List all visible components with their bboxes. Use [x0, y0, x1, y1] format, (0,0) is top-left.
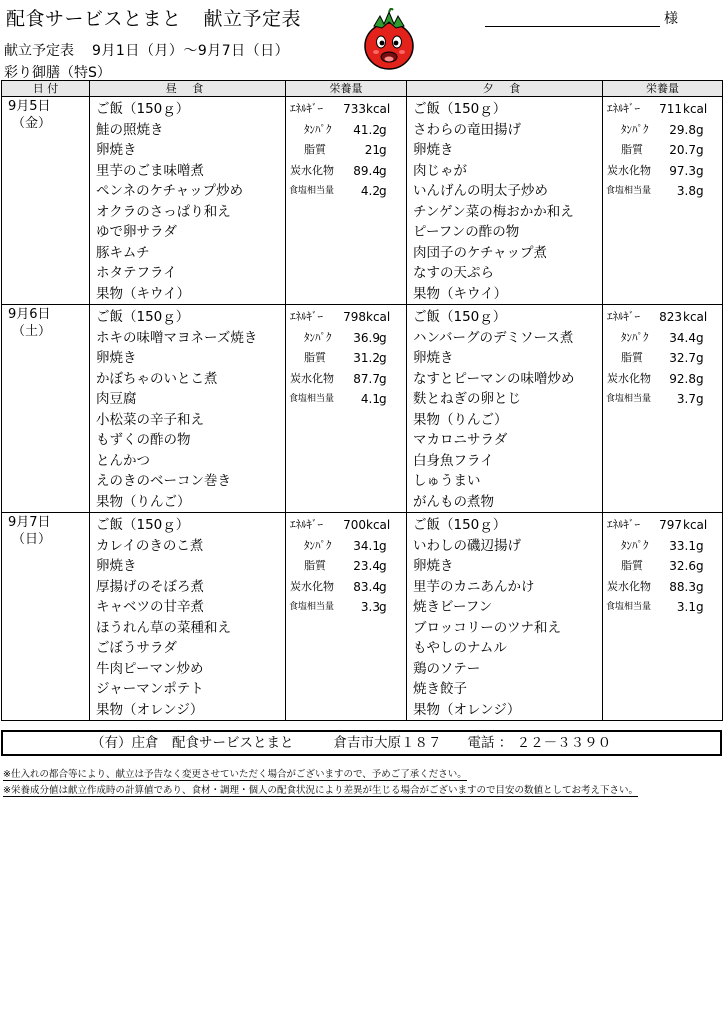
nutrient-value-salt: 3.7 [676, 392, 696, 406]
dish-item: オクラのさっぱり和え [96, 203, 231, 220]
nutrient-unit: kcal [366, 518, 391, 532]
nutrient-row-energy [286, 515, 406, 536]
nutrient-row-carbs [603, 161, 722, 182]
period-label: 献立予定表 [4, 43, 74, 59]
nutrient-label-carbs: 炭水化物 [290, 579, 334, 593]
day-row [2, 513, 723, 721]
nutrient-value-salt: 3.8 [676, 184, 696, 198]
nutrient-row-fat [286, 140, 406, 161]
dish-item: 卵焼き [413, 350, 454, 366]
dinner-dish-list [407, 97, 602, 304]
dinner-nutrition-cell [603, 305, 723, 513]
lunch-nutrition-cell [286, 305, 407, 513]
period-range: 9月1日（月）～9月7日（日） [92, 43, 290, 59]
nutrient-unit: g [696, 392, 704, 406]
dinner-dish-list [407, 305, 602, 512]
dish-item: 果物（キウイ） [96, 285, 191, 302]
dish-item: 卵焼き [413, 142, 454, 158]
nutrient-row-carbs [286, 577, 406, 598]
nutrient-label-fat: 脂質 [621, 143, 643, 156]
day-cell [2, 513, 90, 721]
company-name: （有）庄倉 配食サービスとまと [91, 735, 294, 751]
nutrient-label-energy: ｴﾈﾙｷﾞｰ [290, 518, 323, 531]
nutrient-unit: g [379, 538, 387, 553]
day-cell [2, 97, 90, 305]
nutrient-row-salt [286, 597, 406, 618]
day-row [2, 305, 723, 513]
nutrient-label-carbs: 炭水化物 [290, 163, 334, 177]
dish-item: 卵焼き [96, 350, 137, 366]
dish-item: 鶏のソテー [413, 660, 481, 677]
nutrient-row-fat [603, 348, 722, 369]
table-header-row [2, 81, 723, 97]
lunch-menu-cell [90, 97, 286, 305]
dish-item: ご飯（150ｇ） [413, 517, 507, 533]
dish-item: 果物（りんご） [413, 411, 508, 428]
nutrient-row-carbs [603, 369, 722, 390]
nutrient-label-energy: ｴﾈﾙｷﾞｰ [607, 102, 640, 115]
dish-item: 卵焼き [96, 142, 137, 158]
nutrient-value-energy: 798 [343, 310, 366, 324]
nutrient-label-fat: 脂質 [621, 351, 643, 364]
nutrient-value-carbs: 89.4 [353, 163, 380, 178]
dish-item: 豚キムチ [96, 244, 150, 261]
nutrient-row-fat [603, 140, 722, 161]
nutrient-label-carbs: 炭水化物 [607, 579, 651, 593]
nutrient-label-protein: ﾀﾝﾊﾟｸ [304, 330, 332, 344]
nutrient-unit: g [379, 143, 387, 157]
day-date: 9月7日 [8, 515, 51, 530]
nutrient-label-protein: ﾀﾝﾊﾟｸ [621, 538, 649, 552]
nutrient-row-carbs [286, 369, 406, 390]
tomato-mascot-logo [360, 8, 418, 76]
nutrient-label-salt: 食塩相当量 [289, 186, 335, 196]
dish-item: とんかつ [96, 452, 150, 469]
lunch-nutrition-cell [286, 513, 407, 721]
dish-item: ホキの味噌マヨネーズ焼き [96, 329, 258, 346]
nutrient-value-protein: 34.1 [353, 538, 380, 553]
nutrient-unit: g [696, 330, 704, 345]
nutrient-label-protein: ﾀﾝﾊﾟｸ [621, 122, 649, 136]
nutrient-unit: g [379, 600, 387, 614]
nutrient-value-protein: 41.2 [353, 122, 380, 137]
nutrient-row-salt [603, 181, 722, 202]
nutrient-value-fat: 23.4 [353, 559, 380, 573]
nutrient-unit: kcal [683, 518, 708, 532]
day-of-week: （金） [12, 116, 52, 131]
nutrient-value-salt: 4.1 [360, 392, 380, 406]
nutrient-label-carbs: 炭水化物 [290, 371, 334, 385]
nutrient-unit: g [379, 559, 387, 573]
dish-item: 卵焼き [413, 558, 454, 574]
nutrient-row-fat [286, 348, 406, 369]
column-header-nutrition-dinner: 栄養量 [603, 81, 723, 97]
dinner-dish-list [407, 513, 602, 720]
nutrient-unit: g [379, 579, 387, 594]
nutrient-label-salt: 食塩相当量 [289, 602, 335, 612]
phone-number: 電話 ： ２２－３３９０ [467, 735, 612, 751]
day-of-week: （日） [12, 532, 52, 547]
lunch-menu-cell [90, 305, 286, 513]
dish-item: いわしの磯辺揚げ [413, 537, 521, 554]
nutrient-value-carbs: 97.3 [669, 163, 696, 178]
nutrient-label-protein: ﾀﾝﾊﾟｸ [621, 330, 649, 344]
dish-item: もやしのナムル [413, 640, 507, 656]
nutrient-label-energy: ｴﾈﾙｷﾞｰ [290, 310, 323, 323]
title-service: 配食サービスとまと [6, 8, 182, 30]
nutrient-unit: g [696, 163, 704, 178]
dish-item: ゆで卵サラダ [96, 224, 177, 240]
nutrient-label-energy: ｴﾈﾙｷﾞｰ [607, 518, 640, 531]
nutrient-label-salt: 食塩相当量 [606, 602, 652, 612]
nutrient-unit: g [696, 538, 704, 553]
title-menu: 献立予定表 [203, 8, 302, 30]
nutrient-unit: g [379, 184, 387, 198]
nutrient-label-fat: 脂質 [304, 559, 326, 572]
honorific-label: 様 [664, 11, 678, 27]
nutrient-value-protein: 29.8 [669, 122, 696, 137]
dish-item: かぼちゃのいとこ煮 [96, 370, 218, 387]
column-header-date: 日 付 [2, 81, 90, 97]
dish-item: 果物（キウイ） [413, 285, 508, 302]
dish-item: ほうれん草の菜種和え [96, 619, 231, 636]
nutrient-row-energy [603, 99, 722, 120]
dish-item: ご飯（150ｇ） [413, 309, 507, 325]
dish-item: しゅうまい [413, 473, 481, 489]
nutrient-unit: kcal [683, 102, 708, 116]
nutrient-label-energy: ｴﾈﾙｷﾞｰ [607, 310, 640, 323]
dinner-menu-cell [407, 305, 603, 513]
nutrient-row-energy [286, 307, 406, 328]
nutrient-row-carbs [286, 161, 406, 182]
nutrient-row-protein [603, 328, 722, 349]
nutrient-row-fat [603, 556, 722, 577]
nutrient-unit: g [696, 184, 704, 198]
note-nutrition: ※栄養成分値は献立作成時の計算値であり、食材・調理・個人の配食状況により差異が生じる場合がございますので目安の数値としてお考え下さい。 [3, 782, 638, 797]
nutrient-row-protein [286, 328, 406, 349]
dish-item: 牛肉ピーマン炒め [96, 660, 204, 677]
footer-contact [1, 730, 722, 756]
nutrient-label-fat: 脂質 [304, 143, 326, 156]
nutrient-value-salt: 4.2 [360, 184, 380, 198]
dish-item: 白身魚フライ [413, 452, 494, 469]
nutrient-value-carbs: 92.8 [669, 371, 696, 386]
nutrient-label-protein: ﾀﾝﾊﾟｸ [304, 538, 332, 552]
lunch-dish-list [90, 97, 285, 304]
nutrient-value-fat: 32.7 [669, 351, 696, 365]
day-date: 9月5日 [8, 99, 51, 114]
nutrient-row-salt [603, 389, 722, 410]
dish-item: 肉団子のケチャップ煮 [413, 244, 548, 261]
dish-item: 里芋のカニあんかけ [413, 578, 535, 595]
nutrient-value-energy: 700 [343, 518, 366, 532]
nutrient-value-fat: 31.2 [353, 351, 380, 365]
dinner-menu-cell [407, 97, 603, 305]
nutrient-unit: g [379, 122, 387, 137]
column-header-dinner: 夕 食 [407, 81, 603, 97]
nutrient-unit: g [379, 392, 387, 406]
nutrient-row-protein [286, 536, 406, 557]
dish-item: マカロニサラダ [413, 432, 508, 448]
nutrient-label-protein: ﾀﾝﾊﾟｸ [304, 122, 332, 136]
nutrient-unit: g [696, 351, 704, 365]
nutrient-row-protein [286, 120, 406, 141]
nutrient-unit: g [696, 143, 704, 157]
dish-item: 肉じゃが [413, 162, 467, 179]
nutrient-unit: g [696, 579, 704, 594]
nutrient-unit: g [696, 559, 704, 573]
dish-item: ご飯（150ｇ） [96, 101, 190, 117]
nutrient-value-salt: 3.1 [676, 600, 696, 614]
nutrient-value-energy: 797 [659, 518, 682, 532]
nutrient-unit: g [696, 600, 704, 614]
nutrient-value-protein: 33.1 [669, 538, 696, 553]
note-menu-change: ※仕入れの都合等により、献立は予告なく変更させていただく場合がございますので、予めご了承ください。 [3, 766, 467, 781]
column-header-lunch: 昼 食 [90, 81, 286, 97]
nutrient-unit: g [696, 371, 704, 386]
dish-item: 鮭の照焼き [96, 121, 164, 138]
nutrient-label-carbs: 炭水化物 [607, 163, 651, 177]
dinner-menu-cell [407, 513, 603, 721]
nutrient-value-protein: 36.9 [353, 330, 380, 345]
menu-table [1, 80, 723, 721]
nutrient-label-salt: 食塩相当量 [606, 394, 652, 404]
dish-item: 焼きビーフン [413, 599, 493, 615]
nutrient-value-carbs: 87.7 [353, 371, 380, 386]
dinner-nutrition-cell [603, 513, 723, 721]
dish-item: 果物（りんご） [96, 493, 191, 510]
dish-item: がんもの煮物 [413, 493, 494, 510]
nutrient-unit: g [379, 163, 387, 178]
dish-item: ごぼうサラダ [96, 640, 177, 656]
dish-item: もずくの酢の物 [96, 432, 191, 448]
dish-item: ご飯（150ｇ） [413, 101, 507, 117]
nutrient-row-protein [603, 120, 722, 141]
nutrient-unit: kcal [366, 102, 391, 116]
nutrient-label-salt: 食塩相当量 [606, 186, 652, 196]
nutrient-row-salt [286, 181, 406, 202]
nutrient-label-carbs: 炭水化物 [607, 371, 651, 385]
dish-item: カレイのきのこ煮 [96, 537, 204, 554]
dish-item: 肉豆腐 [96, 391, 137, 407]
nutrient-unit: kcal [683, 310, 708, 324]
dish-item: ホタテフライ [96, 265, 177, 281]
nutrient-value-salt: 3.3 [360, 600, 380, 614]
dish-item: 小松菜の辛子和え [96, 411, 204, 428]
dish-item: ブロッコリーのツナ和え [413, 619, 561, 636]
dinner-nutrition-cell [603, 97, 723, 305]
dish-item: チンゲン菜の梅おかか和え [413, 203, 574, 220]
nutrient-unit: g [379, 371, 387, 386]
dish-item: ピーフンの酢の物 [413, 224, 520, 240]
address: 倉吉市大原１８７ [333, 735, 442, 751]
nutrient-row-salt [603, 597, 722, 618]
nutrient-label-energy: ｴﾈﾙｷﾞｰ [290, 102, 323, 115]
nutrient-value-energy: 711 [659, 102, 682, 116]
dish-item: ご飯（150ｇ） [96, 309, 190, 325]
nutrient-unit: kcal [366, 310, 391, 324]
nutrient-row-energy [286, 99, 406, 120]
dish-item: 厚揚げのそぼろ煮 [96, 578, 204, 595]
nutrient-value-carbs: 88.3 [669, 579, 696, 594]
nutrient-row-energy [603, 515, 722, 536]
nutrient-value-energy: 823 [659, 310, 682, 324]
dish-item: 麩とねぎの卵とじ [413, 391, 521, 407]
column-header-nutrition-lunch: 栄養量 [286, 81, 407, 97]
dish-item: ご飯（150ｇ） [96, 517, 190, 533]
nutrient-unit: g [379, 330, 387, 345]
dish-item: なすの天ぷら [413, 265, 494, 281]
dish-item: えのきのベーコン巻き [96, 473, 231, 489]
lunch-nutrition-cell [286, 97, 407, 305]
nutrient-value-fat: 20.7 [669, 143, 696, 157]
day-row [2, 97, 723, 305]
dish-item: ペンネのケチャップ炒め [96, 183, 244, 199]
dish-item: 果物（オレンジ） [96, 701, 204, 718]
dish-item: ジャーマンポテト [96, 681, 204, 697]
dish-item: キャベツの甘辛煮 [96, 599, 204, 615]
nutrient-label-fat: 脂質 [304, 351, 326, 364]
dish-item: 卵焼き [96, 558, 137, 574]
lunch-dish-list [90, 305, 285, 512]
dish-item: 焼き餃子 [413, 681, 467, 697]
nutrient-value-fat: 21 [364, 143, 380, 157]
page-title [6, 4, 301, 31]
nutrient-row-carbs [603, 577, 722, 598]
day-of-week: （土） [12, 324, 52, 339]
dish-item: 里芋のごま味噌煮 [96, 162, 204, 179]
plan-name: 彩り御膳（特S） [4, 65, 111, 81]
nutrient-label-salt: 食塩相当量 [289, 394, 335, 404]
dish-item: なすとピーマンの味噌炒め [413, 370, 575, 387]
nutrient-unit: g [379, 351, 387, 365]
dish-item: ハンバーグのデミソース煮 [413, 329, 574, 346]
nutrient-value-fat: 32.6 [669, 559, 696, 573]
lunch-dish-list [90, 513, 285, 720]
nutrient-row-energy [603, 307, 722, 328]
dish-item: いんげんの明太子炒め [413, 183, 548, 199]
dish-item: さわらの竜田揚げ [413, 121, 521, 138]
dish-item: 果物（オレンジ） [413, 701, 521, 718]
nutrient-value-energy: 733 [343, 102, 366, 116]
nutrient-row-protein [603, 536, 722, 557]
nutrient-row-salt [286, 389, 406, 410]
nutrient-value-carbs: 83.4 [353, 579, 380, 594]
recipient-name-line [485, 26, 660, 27]
day-date: 9月6日 [8, 307, 51, 322]
day-cell [2, 305, 90, 513]
nutrient-row-fat [286, 556, 406, 577]
nutrient-unit: g [696, 122, 704, 137]
lunch-menu-cell [90, 513, 286, 721]
nutrient-label-fat: 脂質 [621, 559, 643, 572]
nutrient-value-protein: 34.4 [669, 330, 696, 345]
